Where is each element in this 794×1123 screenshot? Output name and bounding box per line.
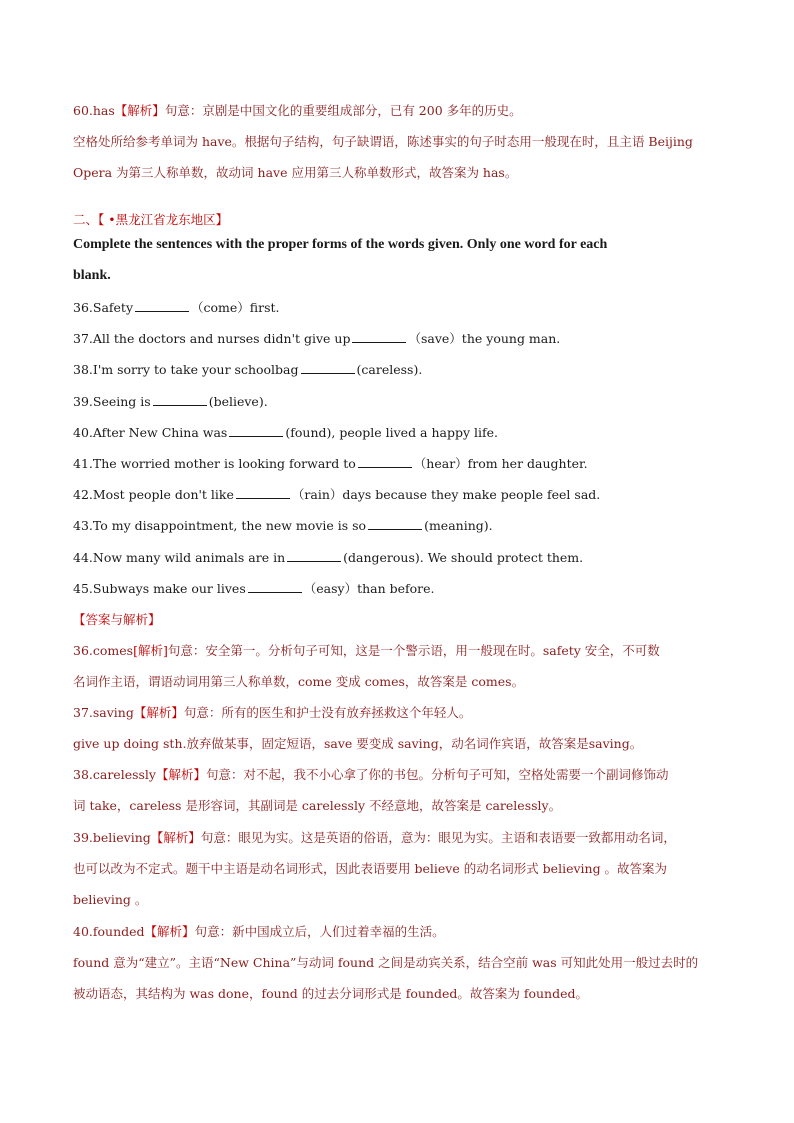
question-stem: 43.To my disappointment, the new movie is so [73,518,367,534]
question-stem: 44.Now many wild animals are in [73,549,286,565]
q60-line-2: 空格处所给参考单词为 have。根据句子结构，句子缺谓语，陈述事实的句子时态用一般现在时，且主语 Beijing [73,134,693,149]
answer-37-line-1 [73,705,734,721]
answer-38-line-1 [73,767,734,783]
question-hint: (meaning). [424,518,493,534]
answer-blank [301,362,355,374]
answer-40-line-1 [73,924,734,940]
question-hint: (careless). [356,362,423,378]
question-hint: （rain）days because they make people feel sad. [291,487,601,503]
answer-blank [135,300,189,312]
answer-36: 36.comes [73,643,134,658]
answer-38-mark: 【解析】 [156,767,207,782]
question-line [73,300,734,316]
question-line [73,581,734,597]
question-stem: 40.After New China was [73,424,228,440]
answer-blank [229,425,283,437]
answer-40-mark: 【解析】 [144,924,195,939]
q60-meaning: 句意：京剧是中国文化的重要组成部分，已有 200 多年的历史。 [164,103,522,118]
question-hint: （save）the young man. [408,331,561,347]
instruction-line-2: blank. [73,268,111,283]
answer-blank [248,581,302,593]
question-stem: 38.I'm sorry to take your schoolbag [73,362,299,378]
question-stem: 39.Seeing is [73,393,151,409]
answer-40-meaning: 句意：新中国成立后，人们过着幸福的生活。 [194,924,445,939]
q60-analysis-mark: 【解析】 [114,103,165,118]
question-line [73,362,734,378]
answer-37-mark: 【解析】 [133,705,184,720]
answer-39: 39.believing [73,830,151,845]
question-hint: (dangerous). We should protect them. [343,549,584,565]
q60-answer: 60.has [73,103,115,118]
answer-38: 38.carelessly [73,767,156,782]
answer-37-line-2: give up doing sth.放弃做某事，固定短语，save 要变成 saving，动名词作宾语，故答案是saving。 [73,736,643,751]
answer-39-line-3: believing 。 [73,892,148,907]
answer-blank [287,550,341,562]
answers-heading: 【答案与解析】 [73,612,161,627]
answer-38-meaning: 句意：对不起，我不小心拿了你的书包。分析句子可知，空格处需要一个副词修饰动 [206,767,669,782]
question-line [73,456,734,472]
answer-blank [236,487,290,499]
answer-36-line-1 [73,643,734,659]
answer-blank [153,394,207,406]
answer-39-meaning: 句意：眼见为实。这是英语的俗语，意为：眼见为实。主语和表语要一致都用动名词， [200,830,676,845]
answer-40: 40.founded [73,924,145,939]
question-hint: （come）first. [191,300,280,315]
answer-39-line-1 [73,830,734,846]
question-stem: 41.The worried mother is looking forward to [73,456,356,471]
question-hint: (found), people lived a happy life. [285,424,498,440]
answer-37: 37.saving [73,705,134,720]
q60-line-3: Opera 为第三人称单数，故动词 have 应用第三人称单数形式，故答案为 has。 [73,165,518,180]
question-line [73,331,734,347]
question-hint: （easy）than before. [303,580,435,596]
question-line [73,425,734,441]
question-line [73,487,734,503]
answer-39-mark: 【解析】 [150,830,201,845]
q60-line-1 [73,103,734,119]
answer-blank [358,456,412,468]
question-hint: （hear）from her daughter. [413,456,588,471]
answer-blank [368,518,422,530]
question-line [73,518,734,534]
section-heading: 二、【 •黑龙江省龙东地区】 [73,212,229,227]
answer-40-line-3: 被动语态，其结构为 was done，found 的过去分词形式是 founded。故答案为 founded。 [73,986,588,1001]
answer-blank [352,331,406,343]
question-stem: 37.All the doctors and nurses didn't give up [73,331,351,347]
question-stem: 45.Subways make our lives [73,580,246,596]
instruction-line-1: Complete the sentences with the proper forms of the words given. Only one word for each [73,237,608,252]
answer-40-line-2: found 意为“建立”。主语“New China”与动词 found 之间是动宾关系，结合空前 was 可知此处用一般过去时的 [73,955,699,970]
answer-39-line-2: 也可以改为不定式。题干中主语是动名词形式，因此表语要用 believe 的动名词形式 believing 。故答案为 [73,861,668,876]
question-stem: 36.Safety [73,300,134,315]
answer-37-meaning: 句意：所有的医生和护士没有放弃拯救这个年轻人。 [183,705,472,720]
answer-38-line-2: 词 take，careless 是形容词，其副词是 carelessly 不经意地，故答案是 carelessly。 [73,798,562,813]
question-hint: (believe). [208,393,268,409]
answer-36-mark: [解析] [133,643,168,658]
question-line [73,550,734,566]
question-stem: 42.Most people don't like [73,487,234,503]
answer-36-meaning: 句意：安全第一。分析句子可知，这是一个警示语，用一般现在时。safety 安全，不可数 [167,643,660,658]
answer-36-line-2: 名词作主语，谓语动词用第三人称单数，come 变成 comes，故答案是 comes。 [73,674,525,689]
question-line [73,394,734,410]
